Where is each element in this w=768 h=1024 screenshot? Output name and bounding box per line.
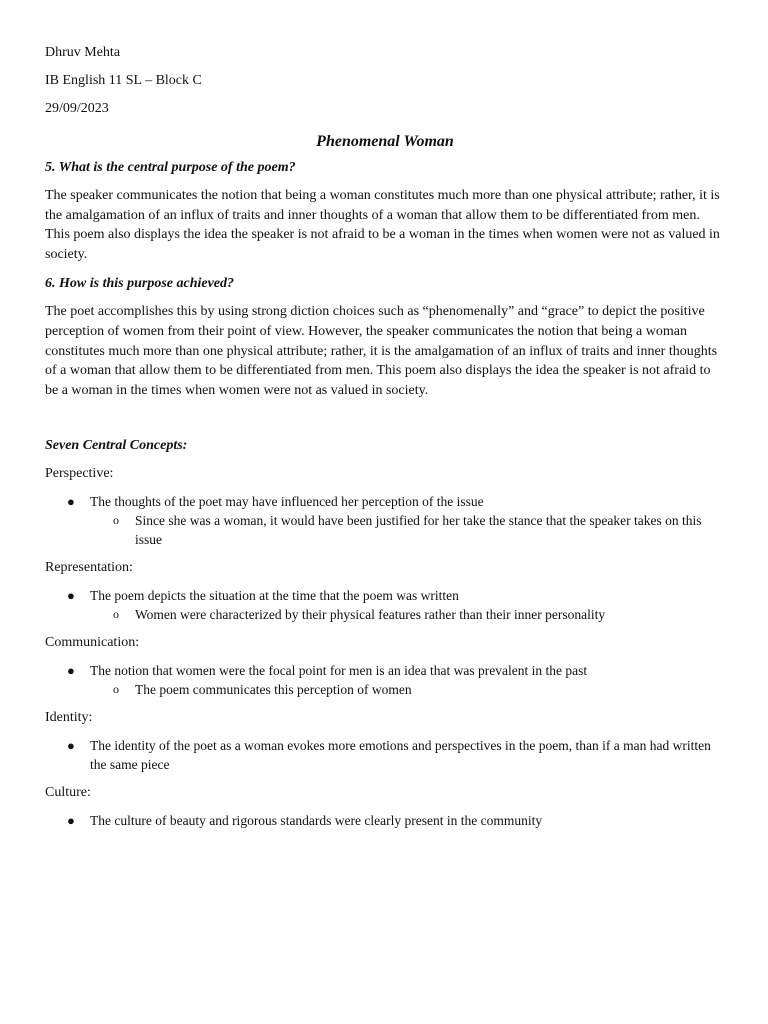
document-date: 29/09/2023 [45, 101, 109, 116]
concept-label-culture: Culture: [45, 785, 91, 801]
sub-bullet-icon: o [113, 682, 119, 697]
list-item [90, 680, 725, 699]
bullet-text: The notion that women were the focal point for men is an idea that was prevalent in the past [90, 663, 588, 679]
bullet-list [45, 811, 725, 830]
concept-label-communication: Communication: [45, 635, 140, 651]
bullet-text: The thoughts of the poet may have influenced her perception of the issue [90, 494, 484, 510]
sub-bullet-text: Women were characterized by their physical features rather than their inner personality [135, 607, 606, 623]
sub-bullet-icon: o [113, 513, 119, 528]
list-item [45, 736, 725, 774]
bullet-icon: ● [67, 738, 75, 754]
document-page [45, 43, 725, 839]
bullet-icon: ● [67, 494, 75, 510]
bullet-list [45, 586, 725, 624]
list-item [45, 811, 725, 830]
course-info: IB English 11 SL – Block C [45, 73, 202, 88]
list-item [90, 605, 725, 624]
sub-bullet-text: Since she was a woman, it would have been justified for her take the stance that the speaker takes on this issue [135, 513, 702, 548]
answer-paragraph: The speaker communicates the notion that being a woman constitutes much more than one physical attribute; rather, it is the amalgamation of an influx of traits and inner thoughts of a woman that allow them to be differentiated from men. This poem also displays the idea the speaker is not afraid to be a woman in the times when women were not as valued in society. [45, 188, 720, 262]
bullet-text: The culture of beauty and rigorous standards were clearly present in the community [90, 813, 543, 829]
list-item [90, 511, 725, 549]
bullet-list [45, 492, 725, 549]
concepts-heading: Seven Central Concepts: [45, 438, 188, 454]
sub-bullet-text: The poem communicates this perception of women [135, 682, 412, 698]
concept-label-identity: Identity: [45, 710, 93, 726]
document-title: Phenomenal Woman [316, 133, 454, 150]
sub-bullet-list [90, 511, 725, 549]
list-item [45, 492, 725, 549]
bullet-icon: ● [67, 813, 75, 829]
bullet-text: The identity of the poet as a woman evokes more emotions and perspectives in the poem, than if a man had written the same piece [90, 738, 711, 773]
concept-label-representation: Representation: [45, 560, 133, 576]
concept-label-perspective: Perspective: [45, 466, 114, 482]
answer-paragraph: The poet accomplishes this by using strong diction choices such as “phenomenally” and “grace” to depict the positive perception of women from their point of view. However, the speaker communicates the notion that being a woman constitutes much more than one physical attribute; rather, it is the amalgamation of an influx of traits and inner thoughts of a woman that allow them to be differentiated from men. This poem also displays the idea the speaker is not afraid to be a woman in the times when women were not as valued in society. [45, 304, 718, 398]
bullet-list [45, 661, 725, 699]
sub-bullet-list [90, 605, 725, 624]
bullet-icon: ● [67, 663, 75, 679]
question-heading: 5. What is the central purpose of the poem? [45, 160, 296, 175]
list-item [45, 661, 725, 699]
question-heading: 6. How is this purpose achieved? [45, 276, 235, 292]
sub-bullet-list [90, 680, 725, 699]
sub-bullet-icon: o [113, 607, 119, 622]
bullet-text: The poem depicts the situation at the time that the poem was written [90, 588, 459, 604]
list-item [45, 586, 725, 624]
author-name: Dhruv Mehta [45, 45, 121, 60]
bullet-list [45, 736, 725, 774]
bullet-icon: ● [67, 588, 75, 604]
